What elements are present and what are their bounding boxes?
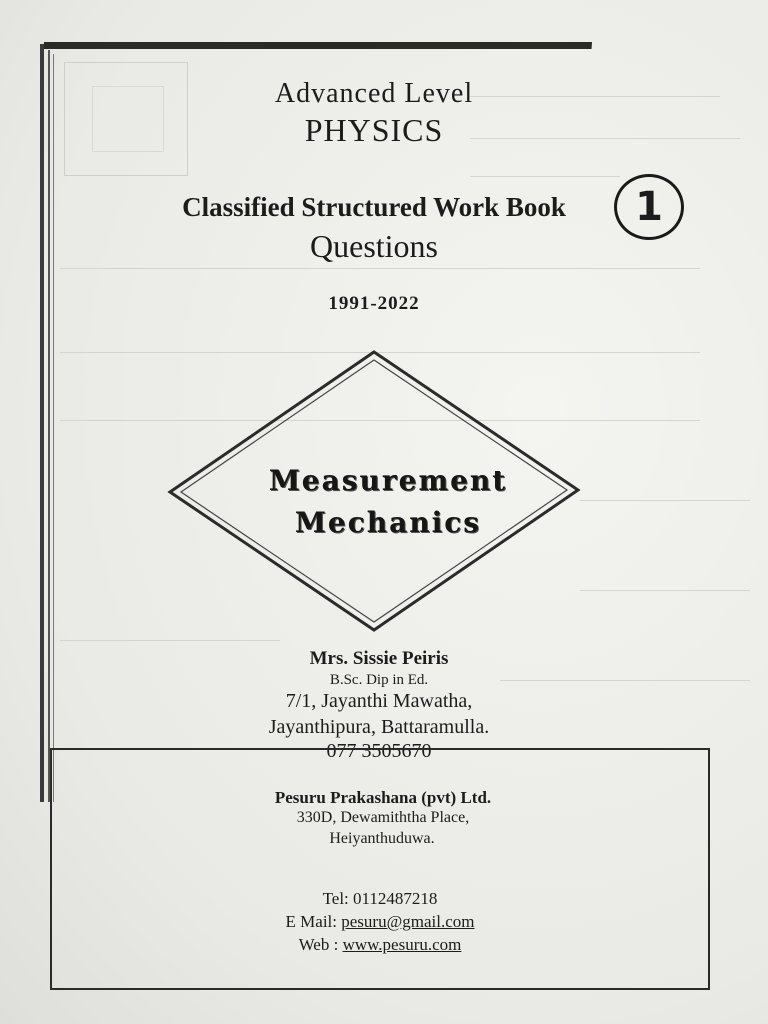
author-phone: 077 3505670 [326, 740, 432, 762]
topic-measurement: Measurement [268, 464, 508, 497]
email-link[interactable]: pesuru@gmail.com [341, 912, 475, 931]
author-address-line2: Jayanthipura, Battaramulla. [268, 716, 490, 738]
content-type-heading: Questions [310, 228, 438, 264]
publisher-name: Pesuru Prakashana (pvt) Ltd. [274, 788, 492, 807]
email-label: E Mail: [285, 912, 342, 931]
publisher-address-line2: Heiyanthuduwa. [329, 830, 435, 847]
book-type-heading: Classified Structured Work Book [182, 192, 566, 222]
level-heading: Advanced Level [274, 78, 474, 109]
author-address-line1: 7/1, Jayanthi Mawatha, [285, 690, 473, 712]
web-link[interactable]: www.pesuru.com [342, 935, 462, 954]
topic-mechanics: Mechanics [294, 506, 482, 539]
author-qualifications: B.Sc. Dip in Ed. [329, 672, 429, 688]
web-label: Web : [298, 935, 343, 954]
years-range: 1991-2022 [328, 293, 420, 314]
publisher-address-line1: 330D, Dewamiththa Place, [296, 809, 470, 826]
volume-number: 1 [635, 184, 663, 230]
publisher-web [0, 935, 764, 955]
publisher-tel [0, 889, 764, 909]
tel-value: 0112487218 [353, 889, 438, 908]
tel-label: Tel: [322, 889, 354, 908]
author-name: Mrs. Sissie Peiris [309, 648, 449, 669]
subject-heading: PHYSICS [304, 112, 444, 148]
publisher-email [0, 912, 764, 932]
